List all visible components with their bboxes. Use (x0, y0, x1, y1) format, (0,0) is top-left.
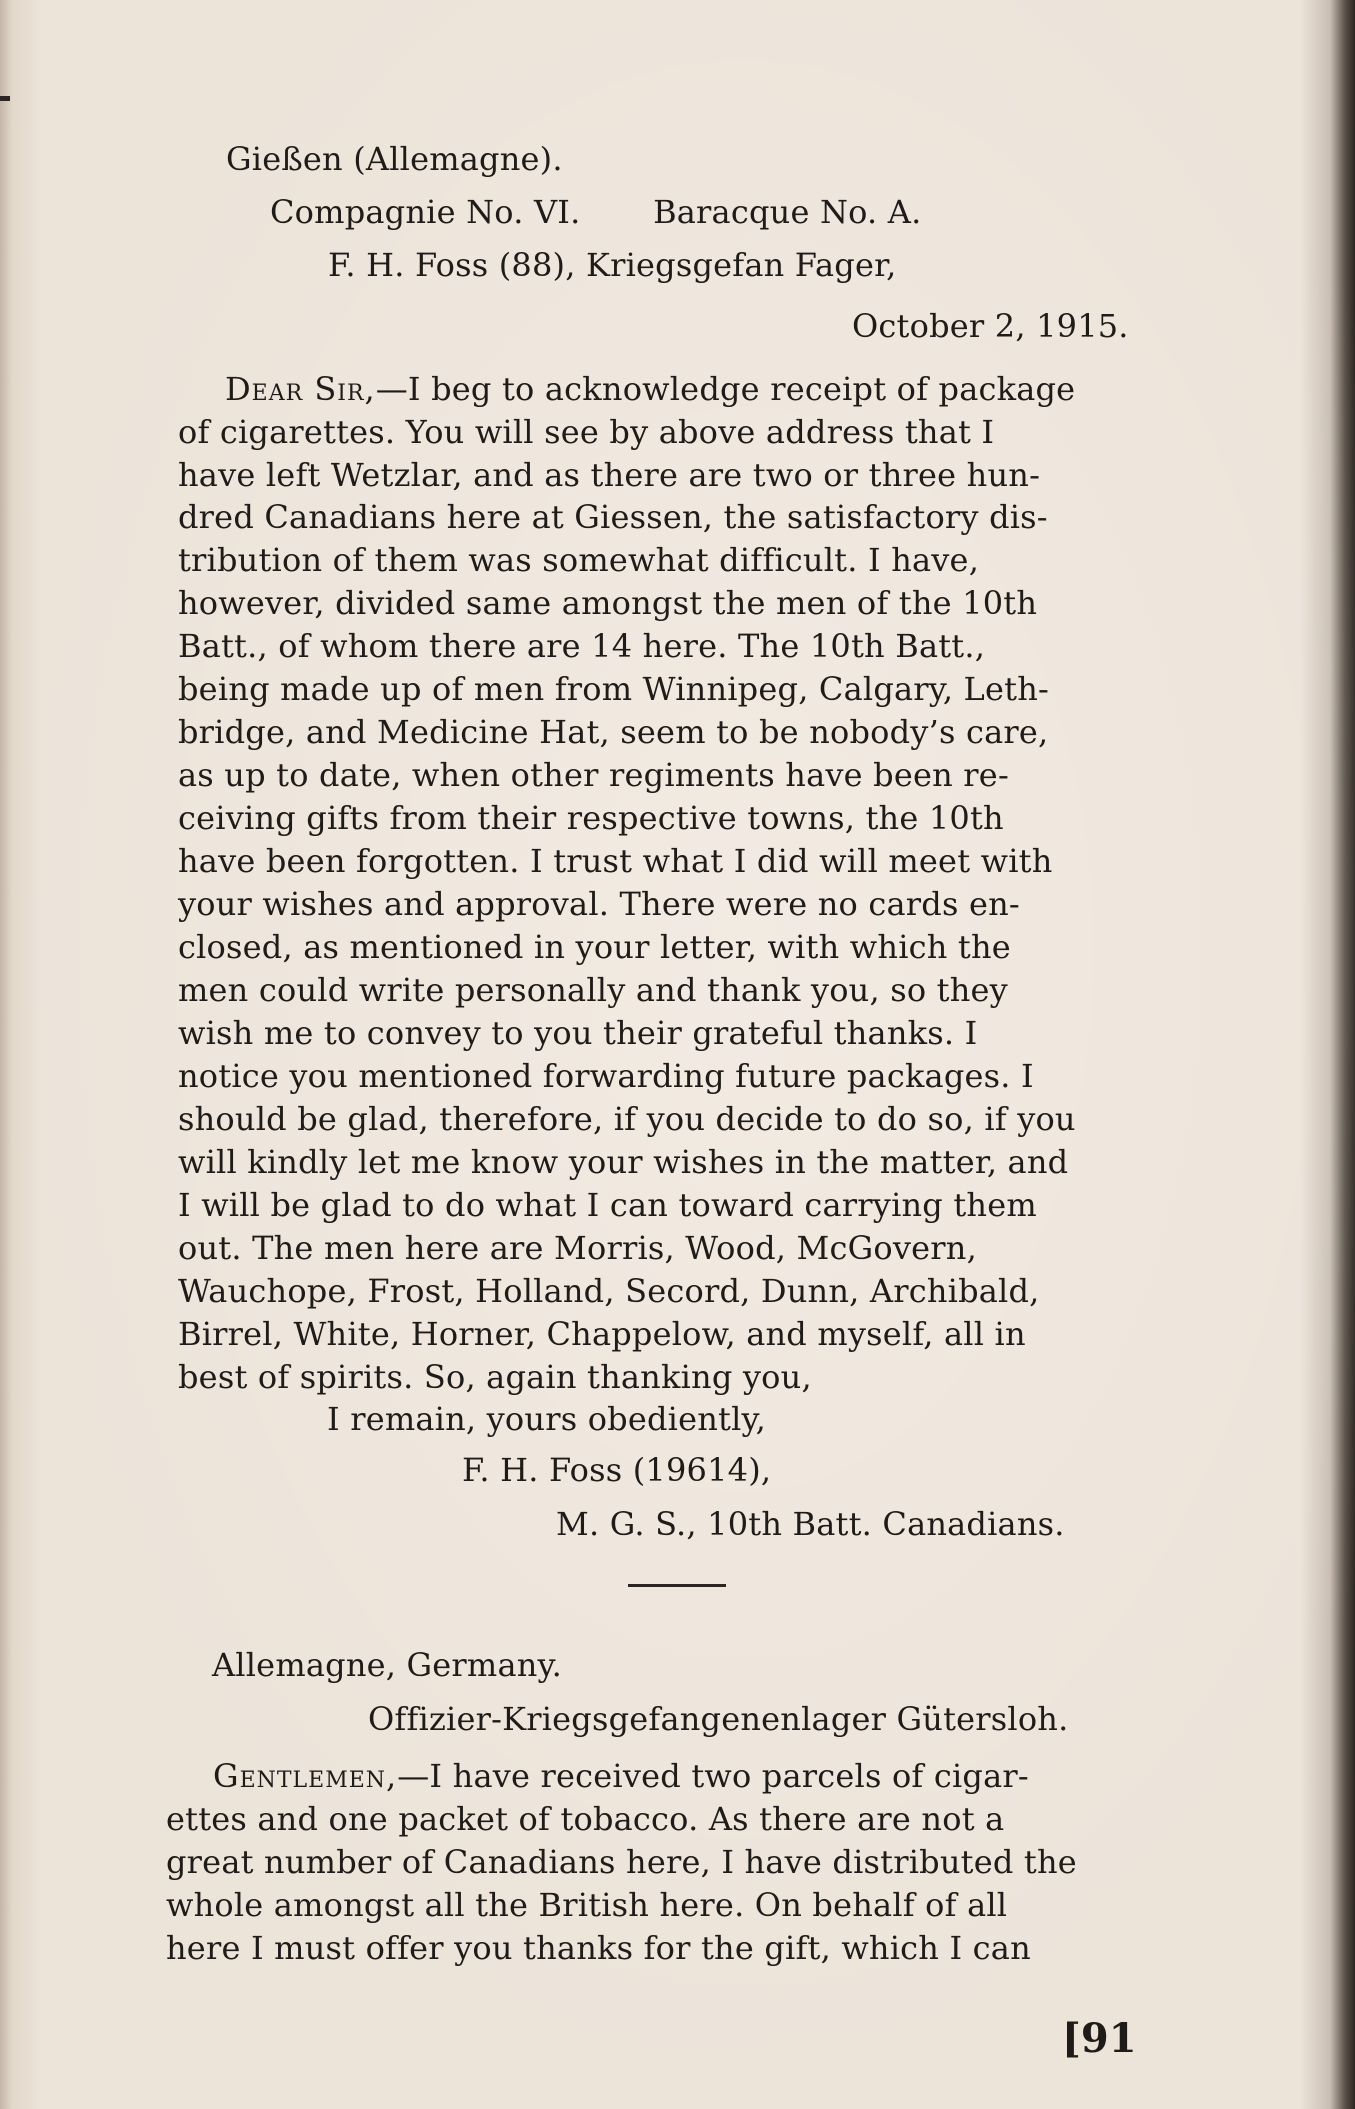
section-divider (628, 1584, 726, 1587)
letter1-body-line: should be glad, therefore, if you decide to do so, if you (178, 1100, 1076, 1138)
letter2-body-line: great number of Canadians here, I have distributed the (166, 1843, 1077, 1881)
letter1-body-line: bridge, and Medicine Hat, seem to be nobody’s care, (178, 713, 1049, 751)
letter1-body-line: have left Wetzlar, and as there are two or three hun- (178, 456, 1041, 494)
letter1-body-line: I will be glad to do what I can toward carrying them (178, 1186, 1037, 1224)
letter1-body-line: however, divided same amongst the men of the 10th (178, 584, 1038, 622)
letter1-body-line-1 (225, 370, 1075, 408)
page-number: [91 (1062, 2015, 1137, 2062)
letter2-body-line-1 (213, 1757, 1029, 1795)
letter2-camp: Offizier-Kriegsgefangenenlager Gütersloh. (368, 1700, 1069, 1738)
letter2-place: Allemagne, Germany. (212, 1646, 562, 1684)
letter2-body-line: here I must offer you thanks for the gift, which I can (166, 1929, 1031, 1967)
letter1-salutation: Dear Sir, (225, 370, 376, 408)
letter1-body-line: tribution of them was somewhat difficult. I have, (178, 541, 980, 579)
letter1-body-line: ceiving gifts from their respective towns, the 10th (178, 799, 1004, 837)
letter1-body-line: out. The men here are Morris, Wood, McGovern, (178, 1229, 977, 1267)
letter1-sender-line: F. H. Foss (88), Kriegsgefan Fager, (328, 246, 897, 284)
letter1-signature: F. H. Foss (19614), (462, 1451, 772, 1489)
letter2-body-line: ettes and one packet of tobacco. As there are not a (166, 1800, 1005, 1838)
letter1-date: October 2, 1915. (852, 307, 1129, 345)
margin-mark (0, 96, 10, 101)
page-gutter-shadow (0, 0, 12, 2109)
letter1-body-line: have been forgotten. I trust what I did will meet with (178, 842, 1053, 880)
letter1-body-line: Batt., of whom there are 14 here. The 10th Batt., (178, 627, 986, 665)
letter2-salutation: Gentlemen, (213, 1757, 398, 1795)
letter1-body-line: of cigarettes. You will see by above address that I (178, 413, 995, 451)
letter1-company-line: Compagnie No. VI. Baracque No. A. (270, 193, 922, 231)
letter1-body-line: notice you mentioned forwarding future packages. I (178, 1057, 1034, 1095)
letter2-body-line: whole amongst all the British here. On behalf of all (166, 1886, 1008, 1924)
letter1-body-line: your wishes and approval. There were no cards en- (178, 885, 1020, 923)
letter1-body-text: —I beg to acknowledge receipt of package (375, 370, 1076, 408)
letter1-body-line: best of spirits. So, again thanking you, (178, 1358, 812, 1396)
letter1-body-line: wish me to convey to you their grateful thanks. I (178, 1014, 978, 1052)
letter1-body-line: will kindly let me know your wishes in the matter, and (178, 1143, 1069, 1181)
letter2-body-text: —I have received two parcels of cigar- (397, 1757, 1029, 1795)
letter1-place: Gießen (Allemagne). (226, 140, 563, 178)
letter1-body-line: Birrel, White, Horner, Chappelow, and myself, all in (178, 1315, 1026, 1353)
letter1-body-line: as up to date, when other regiments have been re- (178, 756, 1009, 794)
letter1-body-line: being made up of men from Winnipeg, Calgary, Leth- (178, 670, 1050, 708)
letter1-body-line: Wauchope, Frost, Holland, Secord, Dunn, Archibald, (178, 1272, 1040, 1310)
letter1-body-line: men could write personally and thank you, so they (178, 971, 1008, 1009)
letter1-rank: M. G. S., 10th Batt. Canadians. (556, 1505, 1065, 1543)
letter1-body-line: closed, as mentioned in your letter, with which the (178, 928, 1011, 966)
letter1-body-line: dred Canadians here at Giessen, the satisfactory dis- (178, 498, 1048, 536)
letter1-closing: I remain, yours obediently, (327, 1400, 766, 1438)
